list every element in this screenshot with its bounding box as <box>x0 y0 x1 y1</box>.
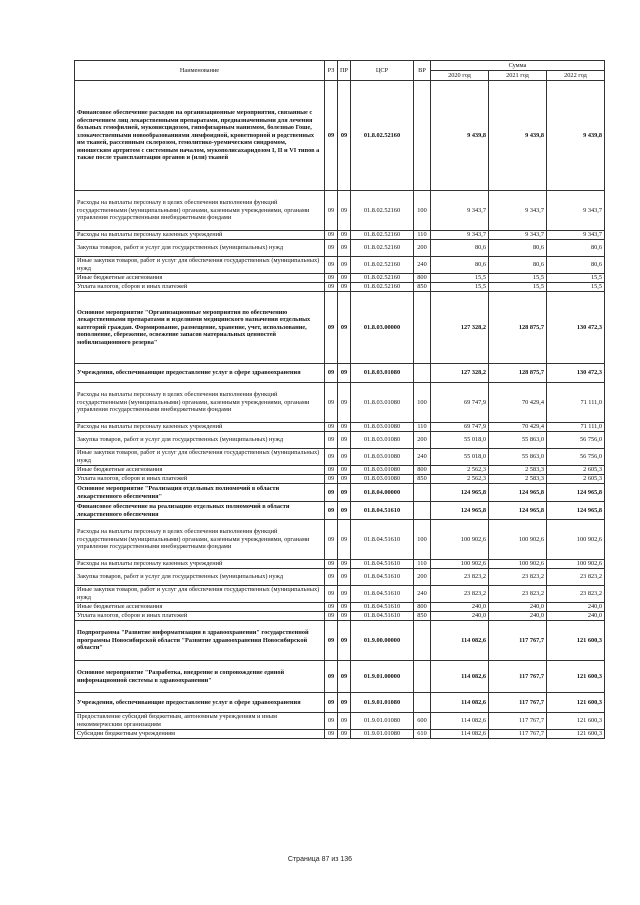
row-2020-value: 23 823,2 <box>431 569 489 586</box>
row-2022-value: 71 111,0 <box>547 383 605 423</box>
row-2021-value: 80,6 <box>489 257 547 274</box>
row-csr-cell: 01.8.02.52160 <box>351 191 414 231</box>
table-row <box>75 621 605 661</box>
row-name-cell: Иные бюджетные ассигнования <box>75 274 325 283</box>
row-vr-cell: 610 <box>414 730 431 739</box>
row-2021-value: 128 875,7 <box>489 364 547 383</box>
row-2020-value: 114 082,6 <box>431 621 489 661</box>
table-row <box>75 274 605 283</box>
row-rz-cell: 09 <box>325 364 338 383</box>
row-2021-value: 124 965,8 <box>489 484 547 502</box>
row-csr-cell: 01.8.04.51610 <box>351 603 414 612</box>
row-2020-value: 114 082,6 <box>431 730 489 739</box>
table-row <box>75 383 605 423</box>
table-row <box>75 364 605 383</box>
row-name-cell: Иные закупки товаров, работ и услуг для обеспечения государственных (муниципальных) нужд <box>75 449 325 466</box>
row-rz-cell: 09 <box>325 730 338 739</box>
row-csr-cell: 01.8.04.51610 <box>351 612 414 621</box>
table-row <box>75 560 605 569</box>
row-vr-cell <box>414 364 431 383</box>
row-rz-cell: 09 <box>325 661 338 693</box>
row-pr-cell: 09 <box>338 231 351 240</box>
row-2021-value: 15,5 <box>489 274 547 283</box>
row-2021-value: 117 767,7 <box>489 730 547 739</box>
table-body <box>75 81 605 739</box>
row-name-cell: Закупка товаров, работ и услуг для государственных (муниципальных) нужд <box>75 240 325 257</box>
row-pr-cell: 09 <box>338 432 351 449</box>
row-2020-value: 23 823,2 <box>431 586 489 603</box>
header-csr: ЦСР <box>351 61 414 81</box>
row-pr-cell: 09 <box>338 693 351 713</box>
row-name-cell: Уплата налогов, сборов и иных платежей <box>75 475 325 484</box>
row-pr-cell: 09 <box>338 730 351 739</box>
table-row <box>75 257 605 274</box>
row-rz-cell: 09 <box>325 292 338 364</box>
row-vr-cell: 800 <box>414 274 431 283</box>
row-2022-value: 9 343,7 <box>547 231 605 240</box>
row-2020-value: 240,0 <box>431 603 489 612</box>
row-pr-cell: 09 <box>338 191 351 231</box>
row-2020-value: 80,6 <box>431 257 489 274</box>
row-2021-value: 9 343,7 <box>489 231 547 240</box>
row-pr-cell: 09 <box>338 283 351 292</box>
row-csr-cell: 01.8.03.01080 <box>351 475 414 484</box>
header-name: Наименование <box>75 61 325 81</box>
row-2022-value: 240,0 <box>547 612 605 621</box>
row-name-cell: Предоставление субсидий бюджетным, автономным учреждениям и иным некоммерческим организациям <box>75 713 325 730</box>
row-2021-value: 240,0 <box>489 612 547 621</box>
row-rz-cell: 09 <box>325 520 338 560</box>
row-pr-cell: 09 <box>338 257 351 274</box>
row-rz-cell: 09 <box>325 283 338 292</box>
row-vr-cell <box>414 484 431 502</box>
row-csr-cell: 01.8.04.51610 <box>351 569 414 586</box>
row-rz-cell: 09 <box>325 693 338 713</box>
row-pr-cell: 09 <box>338 569 351 586</box>
row-2021-value: 117 767,7 <box>489 693 547 713</box>
row-pr-cell: 09 <box>338 520 351 560</box>
row-vr-cell: 100 <box>414 383 431 423</box>
row-vr-cell: 100 <box>414 520 431 560</box>
table-row <box>75 292 605 364</box>
row-2020-value: 124 965,8 <box>431 484 489 502</box>
row-2021-value: 128 875,7 <box>489 292 547 364</box>
row-pr-cell: 09 <box>338 502 351 520</box>
row-name-cell: Расходы на выплаты персоналу казенных учреждений <box>75 423 325 432</box>
table-row <box>75 484 605 502</box>
row-2022-value: 56 756,0 <box>547 432 605 449</box>
row-2021-value: 70 429,4 <box>489 423 547 432</box>
row-vr-cell: 800 <box>414 466 431 475</box>
row-2022-value: 121 600,3 <box>547 730 605 739</box>
row-2022-value: 71 111,0 <box>547 423 605 432</box>
row-vr-cell: 240 <box>414 586 431 603</box>
page-number: Страница 87 из 136 <box>287 856 353 863</box>
table-row <box>75 612 605 621</box>
row-pr-cell: 09 <box>338 621 351 661</box>
row-csr-cell: 01.8.02.52160 <box>351 240 414 257</box>
row-csr-cell: 01.8.04.51610 <box>351 560 414 569</box>
row-rz-cell: 09 <box>325 569 338 586</box>
table-row <box>75 81 605 191</box>
row-2021-value: 23 823,2 <box>489 569 547 586</box>
row-csr-cell: 01.8.03.01080 <box>351 466 414 475</box>
row-rz-cell: 09 <box>325 612 338 621</box>
table-row <box>75 603 605 612</box>
row-2022-value: 240,0 <box>547 603 605 612</box>
row-2021-value: 9 439,8 <box>489 81 547 191</box>
row-pr-cell: 09 <box>338 292 351 364</box>
row-name-cell: Субсидии бюджетным учреждениям <box>75 730 325 739</box>
row-name-cell: Иные закупки товаров, работ и услуг для обеспечения государственных (муниципальных) нужд <box>75 257 325 274</box>
row-csr-cell: 01.8.02.52160 <box>351 257 414 274</box>
row-rz-cell: 09 <box>325 449 338 466</box>
row-csr-cell: 01.8.02.52160 <box>351 231 414 240</box>
row-rz-cell: 09 <box>325 603 338 612</box>
row-csr-cell: 01.8.04.51610 <box>351 586 414 603</box>
row-name-cell: Закупка товаров, работ и услуг для государственных (муниципальных) нужд <box>75 432 325 449</box>
table-row <box>75 191 605 231</box>
row-2022-value: 2 605,3 <box>547 466 605 475</box>
row-2021-value: 117 767,7 <box>489 661 547 693</box>
row-2020-value: 114 082,6 <box>431 693 489 713</box>
row-rz-cell: 09 <box>325 432 338 449</box>
row-pr-cell: 09 <box>338 240 351 257</box>
row-name-cell: Расходы на выплаты персоналу в целях обеспечения выполнения функций государственными (муниципальными) органами, казенными учреждениями, органами управления государственными внебюджетными фондами <box>75 383 325 423</box>
row-pr-cell: 09 <box>338 612 351 621</box>
row-rz-cell: 09 <box>325 586 338 603</box>
row-csr-cell: 01.9.01.01080 <box>351 713 414 730</box>
row-name-cell: Иные закупки товаров, работ и услуг для обеспечения государственных (муниципальных) нужд <box>75 586 325 603</box>
row-csr-cell: 01.8.02.52160 <box>351 81 414 191</box>
row-2022-value: 80,6 <box>547 257 605 274</box>
row-2020-value: 55 018,0 <box>431 449 489 466</box>
row-2021-value: 117 767,7 <box>489 713 547 730</box>
row-2022-value: 9 439,8 <box>547 81 605 191</box>
row-2020-value: 15,5 <box>431 283 489 292</box>
row-2021-value: 70 429,4 <box>489 383 547 423</box>
row-2022-value: 9 343,7 <box>547 191 605 231</box>
row-vr-cell: 850 <box>414 283 431 292</box>
table-row <box>75 586 605 603</box>
table-row <box>75 283 605 292</box>
row-vr-cell <box>414 292 431 364</box>
row-2021-value: 100 902,6 <box>489 520 547 560</box>
row-rz-cell: 09 <box>325 466 338 475</box>
row-vr-cell: 200 <box>414 432 431 449</box>
row-2021-value: 2 583,3 <box>489 466 547 475</box>
row-rz-cell: 09 <box>325 231 338 240</box>
row-2022-value: 23 823,2 <box>547 569 605 586</box>
row-2020-value: 114 082,6 <box>431 713 489 730</box>
row-csr-cell: 01.8.04.51610 <box>351 520 414 560</box>
row-csr-cell: 01.8.04.00000 <box>351 484 414 502</box>
header-year-2020: 2020 год <box>431 71 489 81</box>
row-name-cell: Расходы на выплаты персоналу казенных учреждений <box>75 231 325 240</box>
row-2021-value: 23 823,2 <box>489 586 547 603</box>
row-vr-cell: 600 <box>414 713 431 730</box>
row-vr-cell: 240 <box>414 257 431 274</box>
row-2021-value: 15,5 <box>489 283 547 292</box>
row-2021-value: 9 343,7 <box>489 191 547 231</box>
row-2021-value: 2 583,3 <box>489 475 547 484</box>
row-2022-value: 121 600,3 <box>547 693 605 713</box>
row-name-cell: Основное мероприятие "Реализация отдельных полномочий в области лекарственного обеспечения" <box>75 484 325 502</box>
row-pr-cell: 09 <box>338 560 351 569</box>
budget-sheet <box>74 60 604 739</box>
row-2022-value: 56 756,0 <box>547 449 605 466</box>
row-pr-cell: 09 <box>338 449 351 466</box>
table-row <box>75 520 605 560</box>
row-name-cell: Закупка товаров, работ и услуг для государственных (муниципальных) нужд <box>75 569 325 586</box>
table-row <box>75 423 605 432</box>
row-rz-cell: 09 <box>325 475 338 484</box>
row-2020-value: 124 965,8 <box>431 502 489 520</box>
table-row <box>75 730 605 739</box>
row-2022-value: 100 902,6 <box>547 520 605 560</box>
row-pr-cell: 09 <box>338 364 351 383</box>
table-row <box>75 466 605 475</box>
row-2020-value: 15,5 <box>431 274 489 283</box>
row-csr-cell: 01.8.03.00000 <box>351 292 414 364</box>
table-row <box>75 475 605 484</box>
row-pr-cell: 09 <box>338 475 351 484</box>
row-vr-cell <box>414 621 431 661</box>
table-row <box>75 432 605 449</box>
table-row <box>75 231 605 240</box>
row-2022-value: 124 965,8 <box>547 484 605 502</box>
header-pr: ПР <box>338 61 351 81</box>
row-vr-cell <box>414 502 431 520</box>
row-2020-value: 9 343,7 <box>431 191 489 231</box>
row-csr-cell: 01.8.02.52160 <box>351 283 414 292</box>
row-2022-value: 23 823,2 <box>547 586 605 603</box>
row-vr-cell: 240 <box>414 449 431 466</box>
row-rz-cell: 09 <box>325 383 338 423</box>
row-name-cell: Расходы на выплаты персоналу в целях обеспечения выполнения функций государственными (муниципальными) органами, казенными учреждениями, органами управления государственными внебюджетными фондами <box>75 520 325 560</box>
row-2020-value: 127 328,2 <box>431 364 489 383</box>
row-vr-cell: 200 <box>414 240 431 257</box>
header-rz: РЗ <box>325 61 338 81</box>
row-rz-cell: 09 <box>325 240 338 257</box>
row-name-cell: Подпрограмма "Развитие информатизации в здравоохранении" государственной программы Новосибирской области "Развитие здравоохранения Новосибирской области" <box>75 621 325 661</box>
row-2021-value: 240,0 <box>489 603 547 612</box>
row-2022-value: 80,6 <box>547 240 605 257</box>
row-2020-value: 9 439,8 <box>431 81 489 191</box>
row-name-cell: Иные бюджетные ассигнования <box>75 466 325 475</box>
row-name-cell: Расходы на выплаты персоналу казенных учреждений <box>75 560 325 569</box>
row-csr-cell: 01.9.01.00000 <box>351 661 414 693</box>
row-pr-cell: 09 <box>338 81 351 191</box>
row-vr-cell: 110 <box>414 423 431 432</box>
row-csr-cell: 01.8.03.01080 <box>351 364 414 383</box>
row-csr-cell: 01.9.01.01080 <box>351 693 414 713</box>
table-row <box>75 449 605 466</box>
row-vr-cell: 200 <box>414 569 431 586</box>
row-name-cell: Основное мероприятие "Организационные мероприятия по обеспечению лекарственными препаратами и изделиями медицинского назначения отдельных категорий граждан. Формирование, размещение, хранение, учет, использование, пополнение, сбережение, освежение запасов материальных ценностей мобилизационного резерва" <box>75 292 325 364</box>
row-pr-cell: 09 <box>338 713 351 730</box>
row-2020-value: 114 082,6 <box>431 661 489 693</box>
row-rz-cell: 09 <box>325 257 338 274</box>
row-rz-cell: 09 <box>325 81 338 191</box>
row-name-cell: Уплата налогов, сборов и иных платежей <box>75 612 325 621</box>
row-rz-cell: 09 <box>325 484 338 502</box>
row-rz-cell: 09 <box>325 713 338 730</box>
row-pr-cell: 09 <box>338 586 351 603</box>
row-2022-value: 15,5 <box>547 274 605 283</box>
row-name-cell: Расходы на выплаты персоналу в целях обеспечения выполнения функций государственными (муниципальными) органами, казенными учреждениями, органами управления государственными внебюджетными фондами <box>75 191 325 231</box>
row-vr-cell: 850 <box>414 612 431 621</box>
row-name-cell: Учреждения, обеспечивающие предоставление услуг в сфере здравоохранения <box>75 693 325 713</box>
row-2020-value: 127 328,2 <box>431 292 489 364</box>
row-2022-value: 100 902,6 <box>547 560 605 569</box>
row-2022-value: 121 600,3 <box>547 713 605 730</box>
row-2022-value: 2 605,3 <box>547 475 605 484</box>
row-rz-cell: 09 <box>325 621 338 661</box>
row-rz-cell: 09 <box>325 423 338 432</box>
row-rz-cell: 09 <box>325 502 338 520</box>
row-pr-cell: 09 <box>338 466 351 475</box>
row-csr-cell: 01.8.02.52160 <box>351 274 414 283</box>
table-row <box>75 661 605 693</box>
header-row-1 <box>75 61 605 71</box>
table-row <box>75 713 605 730</box>
row-2022-value: 121 600,3 <box>547 621 605 661</box>
row-pr-cell: 09 <box>338 423 351 432</box>
row-2022-value: 15,5 <box>547 283 605 292</box>
row-2020-value: 69 747,9 <box>431 423 489 432</box>
row-vr-cell <box>414 81 431 191</box>
row-csr-cell: 01.9.01.01080 <box>351 730 414 739</box>
table-row <box>75 240 605 257</box>
row-csr-cell: 01.9.00.00000 <box>351 621 414 661</box>
row-2021-value: 55 863,0 <box>489 449 547 466</box>
row-2021-value: 117 767,7 <box>489 621 547 661</box>
table-row <box>75 569 605 586</box>
row-name-cell: Уплата налогов, сборов и иных платежей <box>75 283 325 292</box>
row-pr-cell: 09 <box>338 603 351 612</box>
row-pr-cell: 09 <box>338 661 351 693</box>
row-vr-cell <box>414 661 431 693</box>
row-vr-cell: 100 <box>414 191 431 231</box>
row-2021-value: 100 902,6 <box>489 560 547 569</box>
row-csr-cell: 01.8.03.01080 <box>351 383 414 423</box>
row-vr-cell: 110 <box>414 231 431 240</box>
header-year-2021: 2021 год <box>489 71 547 81</box>
row-vr-cell <box>414 693 431 713</box>
row-2020-value: 100 902,6 <box>431 520 489 560</box>
table-row <box>75 502 605 520</box>
row-2020-value: 2 562,3 <box>431 466 489 475</box>
row-name-cell: Финансовое обеспечение расходов на организационные мероприятия, связанные с обеспечением лиц лекарственными препаратами, предназначенными для лечения больных гемофилией, муковисцидозом, гипофизарным нанизмом, болезнью Гоше, злокачественными новообразованиями лимфоидной, кроветворной и родственных им тканей, рассеянным склерозом, гемолитико-уремическим синдромом, юношеским артритом с системным началом, мукополисахаридозом I, II и VI типов а также после трансплантации органов и (или) тканей <box>75 81 325 191</box>
row-csr-cell: 01.8.03.01080 <box>351 423 414 432</box>
table-row <box>75 693 605 713</box>
row-rz-cell: 09 <box>325 560 338 569</box>
row-vr-cell: 850 <box>414 475 431 484</box>
row-2020-value: 69 747,9 <box>431 383 489 423</box>
row-2021-value: 124 965,8 <box>489 502 547 520</box>
row-rz-cell: 09 <box>325 274 338 283</box>
row-2022-value: 124 965,8 <box>547 502 605 520</box>
row-2021-value: 80,6 <box>489 240 547 257</box>
row-2022-value: 121 600,3 <box>547 661 605 693</box>
row-pr-cell: 09 <box>338 383 351 423</box>
row-vr-cell: 110 <box>414 560 431 569</box>
row-rz-cell: 09 <box>325 191 338 231</box>
row-vr-cell: 800 <box>414 603 431 612</box>
budget-table <box>74 60 605 739</box>
row-2020-value: 100 902,6 <box>431 560 489 569</box>
row-2020-value: 9 343,7 <box>431 231 489 240</box>
row-csr-cell: 01.8.03.01080 <box>351 449 414 466</box>
row-pr-cell: 09 <box>338 484 351 502</box>
row-2020-value: 2 562,3 <box>431 475 489 484</box>
row-2020-value: 240,0 <box>431 612 489 621</box>
header-vr: ВР <box>414 61 431 81</box>
row-name-cell: Основное мероприятие "Разработка, внедрение и сопровождение единой информационной системы в здравоохранении" <box>75 661 325 693</box>
row-pr-cell: 09 <box>338 274 351 283</box>
row-2022-value: 130 472,3 <box>547 364 605 383</box>
row-csr-cell: 01.8.03.01080 <box>351 432 414 449</box>
header-year-2022: 2022 год <box>547 71 605 81</box>
row-2020-value: 80,6 <box>431 240 489 257</box>
row-name-cell: Учреждения, обеспечивающие предоставление услуг в сфере здравоохранения <box>75 364 325 383</box>
row-2020-value: 55 018,0 <box>431 432 489 449</box>
row-2021-value: 55 863,0 <box>489 432 547 449</box>
row-name-cell: Финансовое обеспечение на реализацию отдельных полномочий в области лекарственного обеспечения <box>75 502 325 520</box>
row-csr-cell: 01.8.04.51610 <box>351 502 414 520</box>
header-sum: Сумма <box>431 61 605 71</box>
row-2022-value: 130 472,3 <box>547 292 605 364</box>
row-name-cell: Иные бюджетные ассигнования <box>75 603 325 612</box>
